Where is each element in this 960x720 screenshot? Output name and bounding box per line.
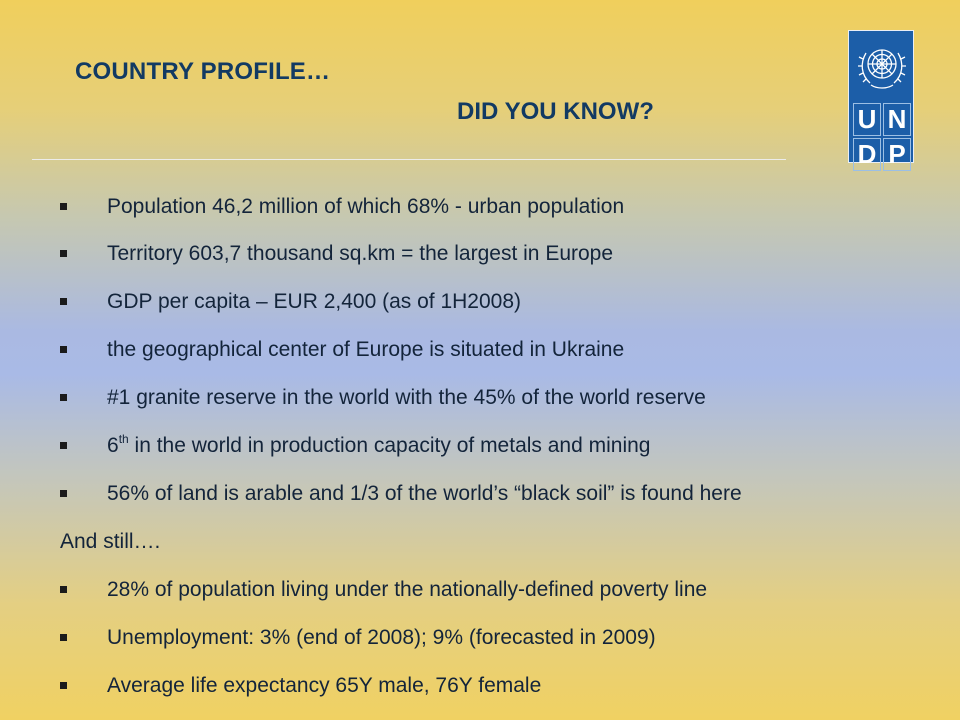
list-item: [0, 381, 960, 415]
bullet-icon: [60, 394, 67, 401]
undp-logo: [848, 30, 914, 169]
list-item: [0, 429, 960, 463]
bullet-icon: [60, 203, 67, 210]
logo-letter-u: U: [853, 103, 881, 136]
bullet-icon: [60, 298, 67, 305]
bullet-icon: [60, 490, 67, 497]
fact-rank: 6: [107, 434, 119, 457]
fact-rank-suffix: th: [118, 432, 129, 446]
bullet-icon: [60, 634, 67, 641]
logo-letter-p: P: [883, 138, 911, 171]
un-emblem-icon: [849, 31, 915, 103]
list-item: [0, 190, 960, 224]
concern-text: Unemployment: 3% (end of 2008); 9% (forecasted in 2009): [107, 626, 656, 649]
fact-text: 56% of land is arable and 1/3 of the world’s “black soil” is found here: [107, 482, 742, 505]
page-title: COUNTRY PROFILE…: [75, 58, 331, 85]
bullet-icon: [60, 586, 67, 593]
and-still-text: And still….: [60, 530, 161, 553]
list-item: [0, 285, 960, 319]
fact-rest: in the world in production capacity of metals and mining: [128, 434, 651, 457]
list-item: [0, 477, 960, 511]
fact-text: #1 granite reserve in the world with the 45% of the world reserve: [107, 386, 706, 409]
bullet-icon: [60, 346, 67, 353]
concern-text: 28% of population living under the nationally-defined poverty line: [107, 578, 708, 601]
fact-text: Territory 603,7 thousand sq.km = the largest in Europe: [107, 242, 614, 265]
and-still-heading: [0, 525, 960, 559]
page-subtitle: DID YOU KNOW?: [457, 98, 654, 125]
list-item: [0, 669, 960, 703]
logo-letter-d: D: [853, 138, 881, 171]
bullet-icon: [60, 442, 67, 449]
logo-letter-n: N: [883, 103, 911, 136]
list-item: [0, 573, 960, 607]
bullet-icon: [60, 682, 67, 689]
concern-text: Average life expectancy 65Y male, 76Y female: [107, 674, 542, 697]
list-item: [0, 333, 960, 367]
undp-letters: [853, 103, 911, 169]
fact-text: the geographical center of Europe is situated in Ukraine: [107, 338, 625, 361]
fact-text: Population 46,2 million of which 68% - urban population: [107, 195, 625, 218]
fact-text: GDP per capita – EUR 2,400 (as of 1H2008): [107, 290, 522, 313]
bullet-icon: [60, 250, 67, 257]
list-item: [0, 237, 960, 271]
header-divider: [32, 159, 786, 160]
list-item: [0, 621, 960, 655]
fact-text: [107, 429, 650, 463]
